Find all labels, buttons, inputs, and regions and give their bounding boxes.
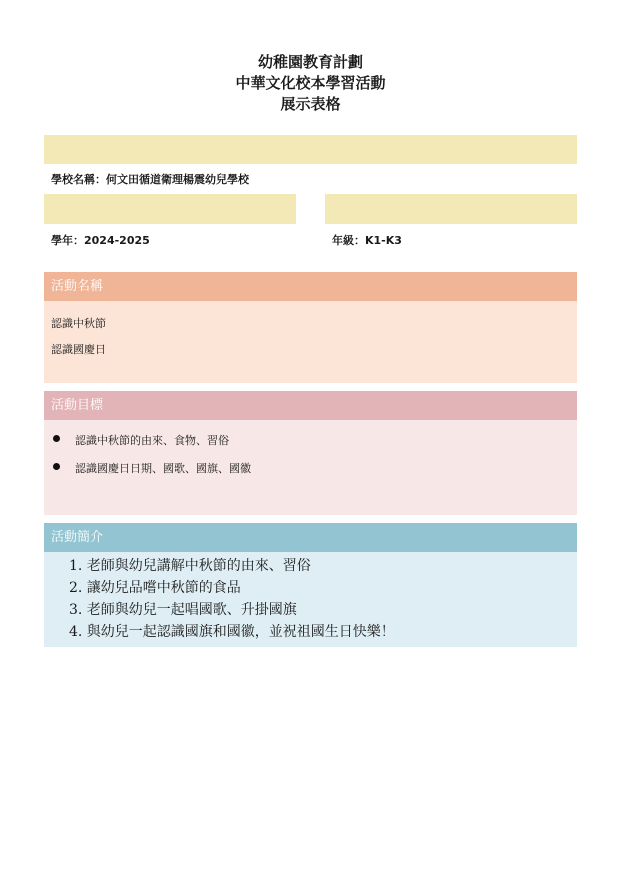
activity-name-item-1: 認識中秋節 — [51, 317, 106, 330]
bullet-icon — [53, 435, 60, 442]
grade-label-prefix: 年級： — [332, 234, 365, 247]
grade-label — [332, 232, 402, 248]
document-title — [0, 52, 621, 115]
year-value: 2024-2025 — [84, 234, 150, 247]
intro-item-2: 2. 讓幼兒品嚐中秋節的食品 — [69, 580, 241, 596]
year-label — [51, 232, 150, 248]
activity-name-body — [44, 301, 577, 383]
activity-intro-body — [44, 552, 577, 647]
activity-goals-body — [44, 420, 577, 515]
goal-text-1: 認識中秋節的由來、食物、習俗 — [75, 434, 229, 447]
school-name-bar — [44, 135, 577, 164]
year-bar — [44, 194, 296, 224]
title-line-3: 展示表格 — [280, 95, 341, 113]
title-line-1: 幼稚園教育計劃 — [257, 53, 363, 71]
activity-goals-heading: 活動目標 — [44, 391, 577, 420]
intro-item-3: 3. 老師與幼兒一起唱國歌、升掛國旗 — [69, 602, 297, 618]
intro-item-4: 4. 與幼兒一起認識國旗和國徽，並祝祖國生日快樂！ — [69, 624, 395, 640]
activity-intro-heading: 活動簡介 — [44, 523, 577, 552]
activity-name-item-2: 認識國慶日 — [51, 343, 106, 356]
intro-item-1: 1. 老師與幼兒講解中秋節的由來、習俗 — [69, 558, 311, 574]
school-name-label: 學校名稱：何文田循道衛理楊震幼兒學校 — [51, 173, 249, 186]
goal-text-2: 認識國慶日日期、國歌、國旗、國徽 — [75, 462, 251, 475]
activity-name-heading: 活動名稱 — [44, 272, 577, 301]
title-line-2: 中華文化校本學習活動 — [235, 74, 386, 92]
bullet-icon — [53, 463, 60, 470]
grade-value: K1-K3 — [365, 234, 402, 247]
year-label-prefix: 學年： — [51, 234, 84, 247]
grade-bar — [325, 194, 577, 224]
